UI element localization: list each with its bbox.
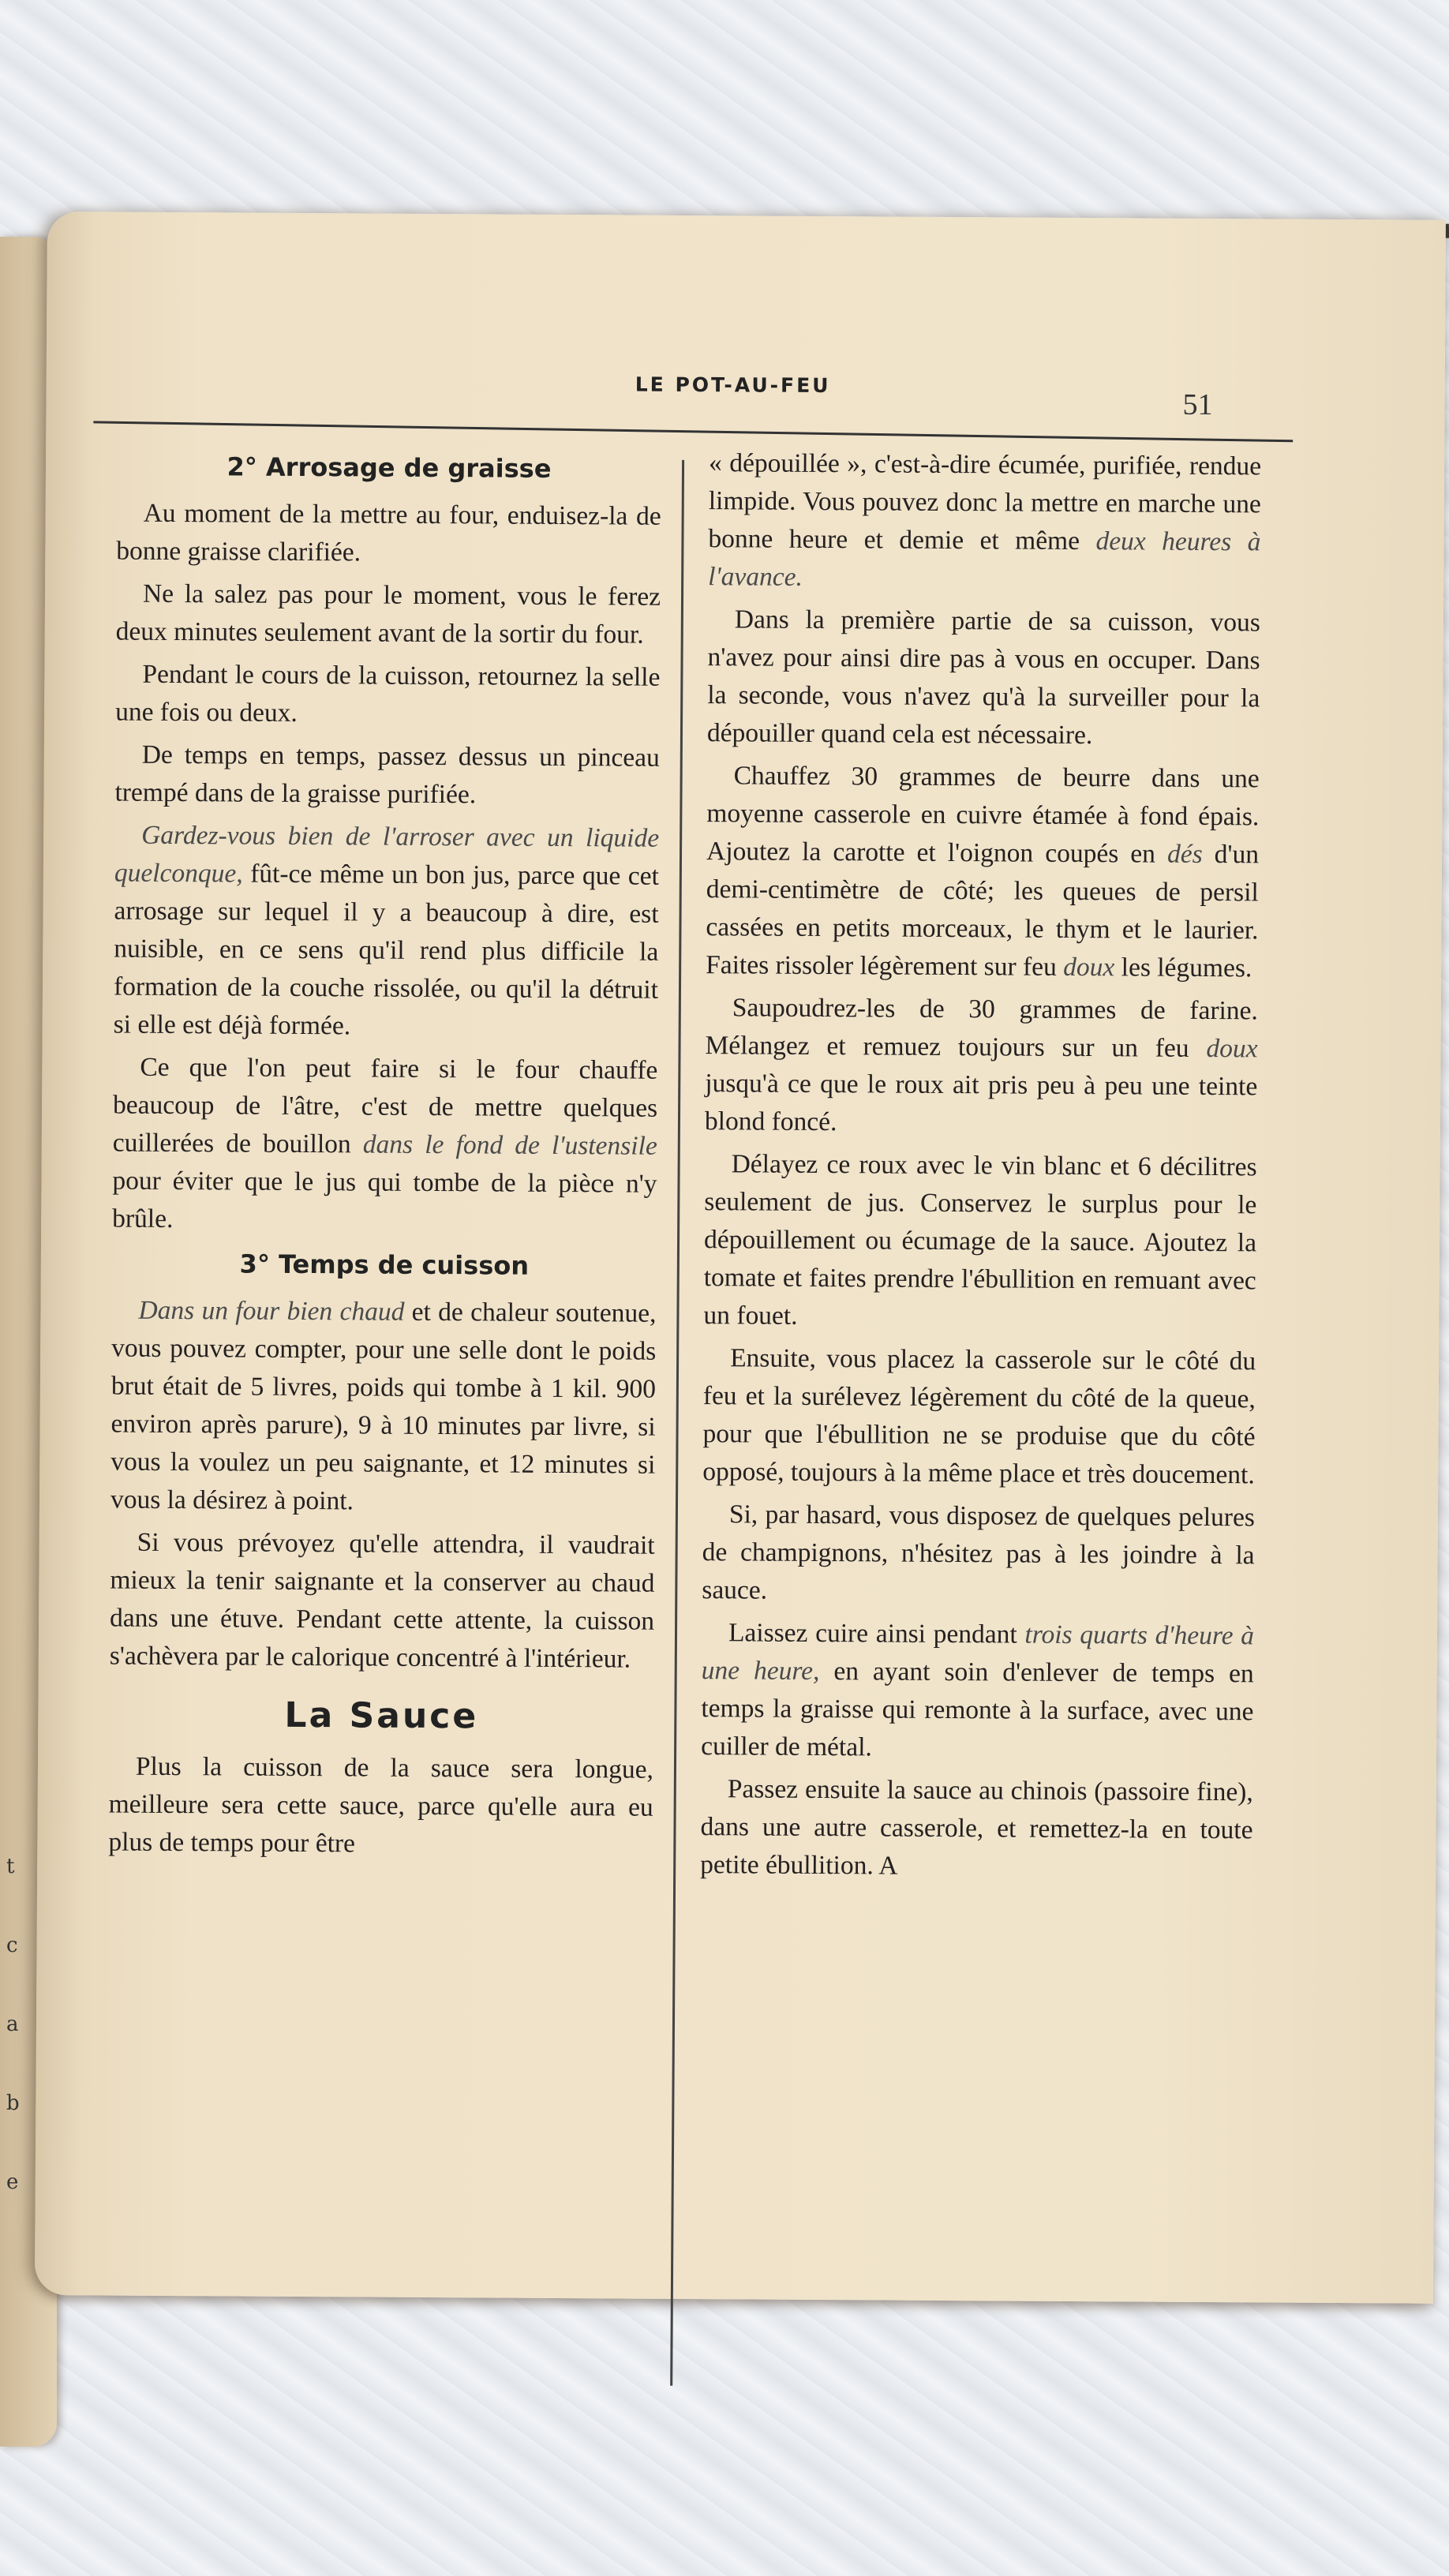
paragraph-text: Ce que l'on peut faire si le four chauffe beaucoup de l'âtre, c'est de mettre quelques cuillerées de bouillon [112,1052,658,1159]
paragraph-text: « dépouillée », c'est-à-dire écumée, purifiée, rendue limpide. Vous pouvez donc la mettre en marche une bonne heure et demie et même [708,448,1262,556]
header-rule [93,421,1293,442]
italic-text: Gardez-vous bien de l'arroser avec un liquide quelconque, [114,820,660,889]
paragraph-text: d'un demi-centimètre de côté; les queues de persil cassées en petits morceaux, le thym et le laurier. Faites rissoler légèrement sur feu [706,839,1260,982]
paragraph [708,444,1261,599]
column-divider [670,460,684,2386]
running-title: LE POT-AU-FEU [635,373,831,398]
paragraph-text: Laissez cuire ainsi pendant [728,1618,1025,1649]
paragraph [706,757,1260,987]
italic-text: dés [1166,839,1203,869]
paragraph [114,817,660,1047]
italic-text: doux [1206,1033,1258,1064]
paragraph: Au moment de la mettre au four, enduisez-la de bonne graisse clarifiée. [116,498,661,567]
right-column [700,444,1261,1892]
bleed-through-char: b [6,2091,20,2115]
bleed-through-char: e [6,2170,19,2194]
paragraph: Passez ensuite la sauce au chinois (passoire fine), dans une autre casserole, et remettez-la en toute petite ébullition. A [700,1774,1253,1881]
bleed-through-char: t [6,1855,15,1878]
paragraph: Dans la première partie de sa cuisson, vous n'avez pour ainsi dire pas à vous en occuper. Dans la seconde, vous n'avez qu'à la surveiller pour la dépouiller quand cela est nécessaire. [706,605,1260,751]
bleed-through-char: c [6,1934,18,1957]
italic-text: trois quarts d'heure à une heure, [701,1619,1255,1687]
paragraph [112,1049,657,1241]
italic-text: Dans un four bien chaud [138,1295,405,1327]
paragraph-text: Saupoudrez-les de 30 grammes de farine. Mélangez et remuez toujours sur un feu [705,993,1258,1063]
italic-text: deux heures à l'avance. [708,526,1261,592]
section-title-arrosage: 2° Arrosage de graisse [227,451,552,484]
book-page [35,212,1446,2304]
paragraph: Pendant le cours de la cuisson, retournez la selle une fois ou deux. [115,659,661,728]
paragraph-text: et de chaleur soutenue, vous pouvez compter, pour une selle dont le poids brut était de 5 livres, poids qui tombe à 1 kil. 900 environ après parure), 9 à 10 minutes par livre, si vous la voulez un peu saignante, et 12 minutes si vous la désirez à point. [110,1297,657,1516]
paragraph-text: les légumes. [1114,953,1252,983]
paragraph: Ne la salez pas pour le moment, vous le ferez deux minutes seulement avant de la sortir du four. [115,578,661,650]
paragraph: Plus la cuisson de la sauce sera longue, meilleure sera cette sauce, parce qu'elle aura eu plus de temps pour être [108,1751,654,1859]
paragraph-text: en ayant soin d'enlever de temps en temps la graisse qui remonte à la surface, avec une cuiller de métal. [701,1657,1254,1762]
paragraph: Si, par hasard, vous disposez de quelques pelures de champignons, n'hésitez pas à les joindre à la sauce. [702,1500,1256,1605]
italic-text: doux [1063,952,1115,983]
paragraph [110,1292,657,1522]
paragraph: Si vous prévoyez qu'elle attendra, il vaudrait mieux la tenir saignante et la conserver au chaud dans une étuve. Pendant cette attente, la cuisson s'achèvera par le calorique concentré à l'intérieur. [109,1527,655,1674]
section-title-temps: 3° Temps de cuisson [239,1249,530,1281]
paragraph-text: fût-ce même un bon jus, parce que cet arrosage sur lequel il y a beaucoup à dire, est nuisible, en ce sens qu'il rend plus difficile la formation de la couche rissolée, ou qu'il la détruit si elle est déjà formée. [113,859,659,1041]
left-column [108,441,661,1870]
paragraph: Ensuite, vous placez la casserole sur le côté du feu et la surélevez légèrement du côté de la queue, pour que l'ébullition ne se produise que du côté opposé, toujours à la même place et très doucement. [702,1343,1256,1490]
paragraph: De temps en temps, passez dessus un pinceau trempé dans de la graisse purifiée. [114,739,660,810]
bleed-through-char: a [6,2012,19,2036]
paragraph: Délayez ce roux avec le vin blanc et 6 décilitres seulement de jus. Conservez le surplus pour le dépouillement ou écumage de la sauce. Ajoutez la tomate et faites prendre l'ébullition en remuant avec un fouet. [703,1149,1257,1331]
paragraph [701,1614,1254,1769]
paragraph-text: Chauffez 30 grammes de beurre dans une moyenne casserole en cuivre étamée à fond épais. Ajoutez la carotte et l'oignon coupés en [706,761,1260,869]
section-title-sauce: La Sauce [284,1694,479,1737]
italic-text: dans le fond de l'ustensile [362,1129,657,1161]
paragraph-text: pour éviter que le jus qui tombe de la pièce n'y brûle. [112,1166,657,1234]
paragraph [705,989,1258,1144]
page-number: 51 [1182,388,1213,422]
paragraph-text: jusqu'à ce que le roux ait pris peu à peu une teinte blond foncé. [704,1069,1258,1137]
